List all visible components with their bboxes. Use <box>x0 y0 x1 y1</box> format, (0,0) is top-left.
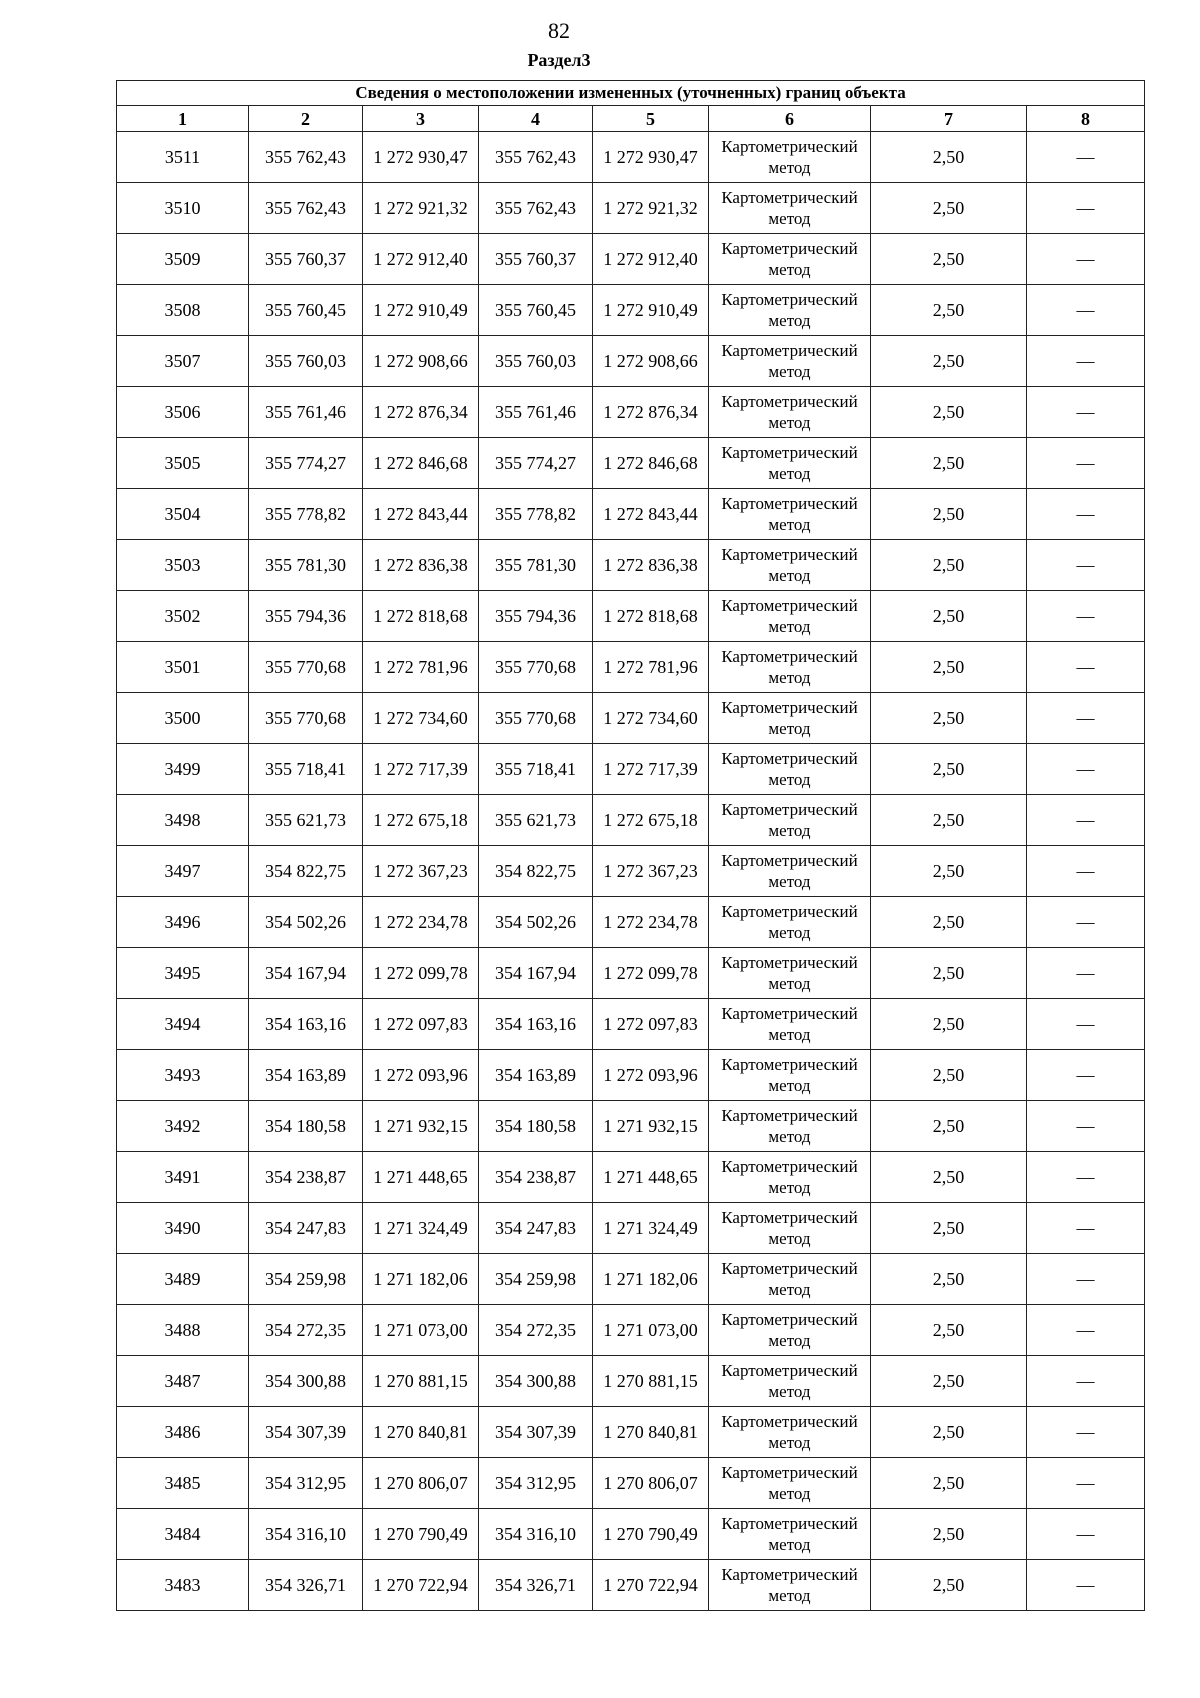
cell-y-new: 1 272 876,34 <box>593 387 709 438</box>
cell-y-old: 1 271 932,15 <box>363 1101 479 1152</box>
table-row <box>117 387 1145 438</box>
cell-y-new: 1 272 234,78 <box>593 897 709 948</box>
cell-method: Картометрический метод <box>709 744 871 795</box>
cell-method: Картометрический метод <box>709 693 871 744</box>
cell-y-new: 1 272 093,96 <box>593 1050 709 1101</box>
table-row <box>117 234 1145 285</box>
cell-y-old: 1 272 818,68 <box>363 591 479 642</box>
cell-method: Картометрический метод <box>709 642 871 693</box>
cell-method: Картометрический метод <box>709 999 871 1050</box>
cell-x-old: 354 163,89 <box>249 1050 363 1101</box>
cell-x-new: 355 770,68 <box>479 642 593 693</box>
cell-x-old: 354 316,10 <box>249 1509 363 1560</box>
cell-y-new: 1 271 073,00 <box>593 1305 709 1356</box>
cell-x-new: 354 163,16 <box>479 999 593 1050</box>
cell-x-new: 355 762,43 <box>479 183 593 234</box>
cell-point-number: 3507 <box>117 336 249 387</box>
cell-x-new: 355 781,30 <box>479 540 593 591</box>
cell-y-new: 1 272 097,83 <box>593 999 709 1050</box>
cell-note: — <box>1027 1560 1145 1611</box>
cell-y-new: 1 272 912,40 <box>593 234 709 285</box>
cell-x-old: 355 718,41 <box>249 744 363 795</box>
table-row <box>117 1356 1145 1407</box>
cell-x-old: 354 822,75 <box>249 846 363 897</box>
cell-point-number: 3496 <box>117 897 249 948</box>
cell-x-new: 354 163,89 <box>479 1050 593 1101</box>
cell-note: — <box>1027 1305 1145 1356</box>
cell-accuracy: 2,50 <box>871 1101 1027 1152</box>
cell-method: Картометрический метод <box>709 438 871 489</box>
cell-note: — <box>1027 1509 1145 1560</box>
cell-x-old: 355 794,36 <box>249 591 363 642</box>
cell-y-old: 1 272 097,83 <box>363 999 479 1050</box>
cell-x-new: 355 770,68 <box>479 693 593 744</box>
cell-x-new: 354 502,26 <box>479 897 593 948</box>
cell-note: — <box>1027 489 1145 540</box>
cell-point-number: 3501 <box>117 642 249 693</box>
cell-point-number: 3506 <box>117 387 249 438</box>
cell-point-number: 3497 <box>117 846 249 897</box>
cell-y-new: 1 271 932,15 <box>593 1101 709 1152</box>
table-caption: Сведения о местоположении измененных (уточненных) границ объекта <box>117 81 1145 106</box>
cell-y-old: 1 272 843,44 <box>363 489 479 540</box>
table-row <box>117 438 1145 489</box>
cell-note: — <box>1027 285 1145 336</box>
cell-y-new: 1 272 781,96 <box>593 642 709 693</box>
cell-y-old: 1 270 790,49 <box>363 1509 479 1560</box>
cell-note: — <box>1027 1407 1145 1458</box>
cell-method: Картометрический метод <box>709 1254 871 1305</box>
cell-y-old: 1 270 881,15 <box>363 1356 479 1407</box>
cell-x-old: 355 762,43 <box>249 183 363 234</box>
cell-x-old: 354 247,83 <box>249 1203 363 1254</box>
cell-y-new: 1 270 722,94 <box>593 1560 709 1611</box>
cell-point-number: 3485 <box>117 1458 249 1509</box>
cell-x-old: 354 312,95 <box>249 1458 363 1509</box>
table-row <box>117 336 1145 387</box>
cell-accuracy: 2,50 <box>871 948 1027 999</box>
cell-point-number: 3503 <box>117 540 249 591</box>
cell-note: — <box>1027 591 1145 642</box>
cell-y-old: 1 272 367,23 <box>363 846 479 897</box>
cell-note: — <box>1027 132 1145 183</box>
cell-point-number: 3491 <box>117 1152 249 1203</box>
cell-method: Картометрический метод <box>709 1101 871 1152</box>
table-row <box>117 744 1145 795</box>
page-number: 82 <box>548 18 570 43</box>
cell-note: — <box>1027 336 1145 387</box>
cell-method: Картометрический метод <box>709 132 871 183</box>
cell-y-old: 1 272 781,96 <box>363 642 479 693</box>
cell-y-new: 1 272 843,44 <box>593 489 709 540</box>
table-row <box>117 1560 1145 1611</box>
cell-point-number: 3505 <box>117 438 249 489</box>
cell-note: — <box>1027 999 1145 1050</box>
cell-method: Картометрический метод <box>709 897 871 948</box>
cell-x-old: 354 238,87 <box>249 1152 363 1203</box>
cell-accuracy: 2,50 <box>871 1509 1027 1560</box>
cell-y-new: 1 272 908,66 <box>593 336 709 387</box>
cell-y-old: 1 272 093,96 <box>363 1050 479 1101</box>
table-row <box>117 642 1145 693</box>
cell-accuracy: 2,50 <box>871 132 1027 183</box>
cell-method: Картометрический метод <box>709 1509 871 1560</box>
cell-accuracy: 2,50 <box>871 1407 1027 1458</box>
table-row <box>117 489 1145 540</box>
cell-method: Картометрический метод <box>709 1560 871 1611</box>
cell-y-new: 1 272 734,60 <box>593 693 709 744</box>
cell-y-new: 1 272 675,18 <box>593 795 709 846</box>
cell-note: — <box>1027 1101 1145 1152</box>
column-number-3: 3 <box>363 106 479 132</box>
cell-accuracy: 2,50 <box>871 1254 1027 1305</box>
cell-accuracy: 2,50 <box>871 744 1027 795</box>
cell-x-old: 354 180,58 <box>249 1101 363 1152</box>
cell-note: — <box>1027 948 1145 999</box>
cell-accuracy: 2,50 <box>871 1305 1027 1356</box>
cell-note: — <box>1027 846 1145 897</box>
cell-method: Картометрический метод <box>709 591 871 642</box>
table-row <box>117 285 1145 336</box>
cell-y-old: 1 270 840,81 <box>363 1407 479 1458</box>
cell-accuracy: 2,50 <box>871 846 1027 897</box>
cell-y-new: 1 272 846,68 <box>593 438 709 489</box>
cell-accuracy: 2,50 <box>871 1356 1027 1407</box>
cell-accuracy: 2,50 <box>871 489 1027 540</box>
table-row <box>117 1152 1145 1203</box>
table-row <box>117 1509 1145 1560</box>
cell-accuracy: 2,50 <box>871 1458 1027 1509</box>
table-row <box>117 183 1145 234</box>
cell-y-new: 1 270 806,07 <box>593 1458 709 1509</box>
cell-method: Картометрический метод <box>709 489 871 540</box>
cell-accuracy: 2,50 <box>871 234 1027 285</box>
cell-y-new: 1 271 324,49 <box>593 1203 709 1254</box>
cell-x-new: 355 760,03 <box>479 336 593 387</box>
cell-y-new: 1 270 881,15 <box>593 1356 709 1407</box>
cell-accuracy: 2,50 <box>871 642 1027 693</box>
cell-y-old: 1 271 448,65 <box>363 1152 479 1203</box>
cell-x-old: 355 762,43 <box>249 132 363 183</box>
cell-method: Картометрический метод <box>709 1152 871 1203</box>
cell-x-new: 355 761,46 <box>479 387 593 438</box>
cell-x-old: 354 259,98 <box>249 1254 363 1305</box>
cell-point-number: 3484 <box>117 1509 249 1560</box>
cell-accuracy: 2,50 <box>871 1152 1027 1203</box>
cell-y-old: 1 272 717,39 <box>363 744 479 795</box>
cell-x-old: 355 760,37 <box>249 234 363 285</box>
cell-x-new: 354 247,83 <box>479 1203 593 1254</box>
cell-x-old: 355 778,82 <box>249 489 363 540</box>
table-row <box>117 795 1145 846</box>
cell-x-old: 355 760,45 <box>249 285 363 336</box>
cell-x-old: 354 326,71 <box>249 1560 363 1611</box>
table-row <box>117 132 1145 183</box>
cell-y-new: 1 272 930,47 <box>593 132 709 183</box>
column-number-8: 8 <box>1027 106 1145 132</box>
cell-accuracy: 2,50 <box>871 999 1027 1050</box>
cell-method: Картометрический метод <box>709 846 871 897</box>
cell-method: Картометрический метод <box>709 1407 871 1458</box>
cell-point-number: 3490 <box>117 1203 249 1254</box>
cell-y-new: 1 270 790,49 <box>593 1509 709 1560</box>
cell-note: — <box>1027 387 1145 438</box>
cell-y-old: 1 270 722,94 <box>363 1560 479 1611</box>
cell-method: Картометрический метод <box>709 387 871 438</box>
cell-y-new: 1 272 717,39 <box>593 744 709 795</box>
cell-point-number: 3504 <box>117 489 249 540</box>
cell-x-old: 355 760,03 <box>249 336 363 387</box>
cell-point-number: 3499 <box>117 744 249 795</box>
table-row <box>117 948 1145 999</box>
column-number-2: 2 <box>249 106 363 132</box>
table-body <box>117 132 1145 1611</box>
cell-note: — <box>1027 693 1145 744</box>
cell-x-new: 355 774,27 <box>479 438 593 489</box>
cell-note: — <box>1027 1152 1145 1203</box>
cell-x-new: 354 180,58 <box>479 1101 593 1152</box>
cell-y-new: 1 272 910,49 <box>593 285 709 336</box>
column-number-7: 7 <box>871 106 1027 132</box>
table-row <box>117 1101 1145 1152</box>
cell-point-number: 3502 <box>117 591 249 642</box>
cell-point-number: 3509 <box>117 234 249 285</box>
cell-method: Картометрический метод <box>709 948 871 999</box>
cell-y-old: 1 272 908,66 <box>363 336 479 387</box>
cell-method: Картометрический метод <box>709 1050 871 1101</box>
table-row <box>117 897 1145 948</box>
table-row <box>117 999 1145 1050</box>
cell-y-old: 1 272 234,78 <box>363 897 479 948</box>
cell-point-number: 3493 <box>117 1050 249 1101</box>
cell-x-old: 354 300,88 <box>249 1356 363 1407</box>
cell-accuracy: 2,50 <box>871 591 1027 642</box>
table-row <box>117 1407 1145 1458</box>
cell-x-new: 354 307,39 <box>479 1407 593 1458</box>
cell-x-new: 354 326,71 <box>479 1560 593 1611</box>
cell-note: — <box>1027 1050 1145 1101</box>
cell-accuracy: 2,50 <box>871 387 1027 438</box>
column-number-1: 1 <box>117 106 249 132</box>
table-row <box>117 1050 1145 1101</box>
cell-x-old: 354 272,35 <box>249 1305 363 1356</box>
cell-point-number: 3492 <box>117 1101 249 1152</box>
table-row <box>117 846 1145 897</box>
cell-point-number: 3488 <box>117 1305 249 1356</box>
column-number-6: 6 <box>709 106 871 132</box>
cell-y-old: 1 272 836,38 <box>363 540 479 591</box>
cell-accuracy: 2,50 <box>871 336 1027 387</box>
cell-note: — <box>1027 1254 1145 1305</box>
cell-method: Картометрический метод <box>709 285 871 336</box>
cell-point-number: 3495 <box>117 948 249 999</box>
cell-y-new: 1 271 448,65 <box>593 1152 709 1203</box>
cell-y-old: 1 271 182,06 <box>363 1254 479 1305</box>
cell-x-old: 355 761,46 <box>249 387 363 438</box>
table-row <box>117 1458 1145 1509</box>
cell-note: — <box>1027 1203 1145 1254</box>
cell-x-old: 355 774,27 <box>249 438 363 489</box>
table-row <box>117 1305 1145 1356</box>
cell-accuracy: 2,50 <box>871 897 1027 948</box>
cell-x-new: 354 272,35 <box>479 1305 593 1356</box>
cell-x-old: 355 781,30 <box>249 540 363 591</box>
cell-x-new: 355 762,43 <box>479 132 593 183</box>
cell-point-number: 3487 <box>117 1356 249 1407</box>
cell-point-number: 3489 <box>117 1254 249 1305</box>
cell-note: — <box>1027 897 1145 948</box>
column-number-5: 5 <box>593 106 709 132</box>
cell-method: Картометрический метод <box>709 795 871 846</box>
cell-point-number: 3500 <box>117 693 249 744</box>
cell-note: — <box>1027 1356 1145 1407</box>
cell-y-new: 1 270 840,81 <box>593 1407 709 1458</box>
cell-method: Картометрический метод <box>709 540 871 591</box>
cell-x-new: 354 238,87 <box>479 1152 593 1203</box>
cell-x-new: 354 822,75 <box>479 846 593 897</box>
cell-x-old: 354 163,16 <box>249 999 363 1050</box>
cell-point-number: 3508 <box>117 285 249 336</box>
cell-point-number: 3486 <box>117 1407 249 1458</box>
cell-point-number: 3498 <box>117 795 249 846</box>
cell-y-new: 1 272 099,78 <box>593 948 709 999</box>
cell-x-new: 354 316,10 <box>479 1509 593 1560</box>
cell-y-new: 1 272 836,38 <box>593 540 709 591</box>
cell-x-old: 355 770,68 <box>249 693 363 744</box>
cell-x-new: 355 718,41 <box>479 744 593 795</box>
cell-note: — <box>1027 183 1145 234</box>
cell-x-new: 354 167,94 <box>479 948 593 999</box>
cell-y-old: 1 272 910,49 <box>363 285 479 336</box>
cell-x-old: 355 770,68 <box>249 642 363 693</box>
cell-y-new: 1 272 818,68 <box>593 591 709 642</box>
cell-note: — <box>1027 234 1145 285</box>
section-title: Раздел3 <box>527 50 591 70</box>
cell-y-old: 1 272 099,78 <box>363 948 479 999</box>
cell-y-old: 1 272 675,18 <box>363 795 479 846</box>
cell-y-old: 1 271 073,00 <box>363 1305 479 1356</box>
cell-accuracy: 2,50 <box>871 1203 1027 1254</box>
cell-x-new: 355 760,45 <box>479 285 593 336</box>
table-caption-row <box>117 81 1145 106</box>
cell-method: Картометрический метод <box>709 1356 871 1407</box>
coordinates-table <box>116 80 1145 1611</box>
cell-y-old: 1 272 921,32 <box>363 183 479 234</box>
cell-y-old: 1 272 846,68 <box>363 438 479 489</box>
cell-note: — <box>1027 642 1145 693</box>
table-row <box>117 693 1145 744</box>
cell-x-new: 354 259,98 <box>479 1254 593 1305</box>
cell-method: Картометрический метод <box>709 234 871 285</box>
cell-method: Картометрический метод <box>709 336 871 387</box>
table-row <box>117 1203 1145 1254</box>
cell-x-new: 355 760,37 <box>479 234 593 285</box>
cell-method: Картометрический метод <box>709 1458 871 1509</box>
cell-point-number: 3494 <box>117 999 249 1050</box>
cell-y-new: 1 271 182,06 <box>593 1254 709 1305</box>
cell-x-new: 355 794,36 <box>479 591 593 642</box>
cell-x-new: 354 300,88 <box>479 1356 593 1407</box>
table-row <box>117 591 1145 642</box>
cell-x-new: 355 621,73 <box>479 795 593 846</box>
table-row <box>117 540 1145 591</box>
cell-y-old: 1 272 930,47 <box>363 132 479 183</box>
cell-note: — <box>1027 1458 1145 1509</box>
cell-x-old: 355 621,73 <box>249 795 363 846</box>
cell-accuracy: 2,50 <box>871 1050 1027 1101</box>
cell-accuracy: 2,50 <box>871 795 1027 846</box>
cell-point-number: 3510 <box>117 183 249 234</box>
cell-x-new: 355 778,82 <box>479 489 593 540</box>
cell-note: — <box>1027 438 1145 489</box>
cell-accuracy: 2,50 <box>871 693 1027 744</box>
cell-method: Картометрический метод <box>709 183 871 234</box>
cell-y-new: 1 272 921,32 <box>593 183 709 234</box>
cell-accuracy: 2,50 <box>871 438 1027 489</box>
cell-method: Картометрический метод <box>709 1203 871 1254</box>
cell-x-old: 354 502,26 <box>249 897 363 948</box>
cell-point-number: 3511 <box>117 132 249 183</box>
cell-y-old: 1 272 912,40 <box>363 234 479 285</box>
cell-y-new: 1 272 367,23 <box>593 846 709 897</box>
table-row <box>117 1254 1145 1305</box>
cell-y-old: 1 272 734,60 <box>363 693 479 744</box>
cell-x-old: 354 167,94 <box>249 948 363 999</box>
cell-accuracy: 2,50 <box>871 540 1027 591</box>
cell-method: Картометрический метод <box>709 1305 871 1356</box>
column-number-row <box>117 106 1145 132</box>
cell-note: — <box>1027 795 1145 846</box>
cell-point-number: 3483 <box>117 1560 249 1611</box>
cell-y-old: 1 271 324,49 <box>363 1203 479 1254</box>
cell-accuracy: 2,50 <box>871 285 1027 336</box>
column-number-4: 4 <box>479 106 593 132</box>
cell-note: — <box>1027 744 1145 795</box>
cell-accuracy: 2,50 <box>871 183 1027 234</box>
cell-accuracy: 2,50 <box>871 1560 1027 1611</box>
cell-note: — <box>1027 540 1145 591</box>
cell-x-old: 354 307,39 <box>249 1407 363 1458</box>
cell-y-old: 1 272 876,34 <box>363 387 479 438</box>
cell-y-old: 1 270 806,07 <box>363 1458 479 1509</box>
cell-x-new: 354 312,95 <box>479 1458 593 1509</box>
